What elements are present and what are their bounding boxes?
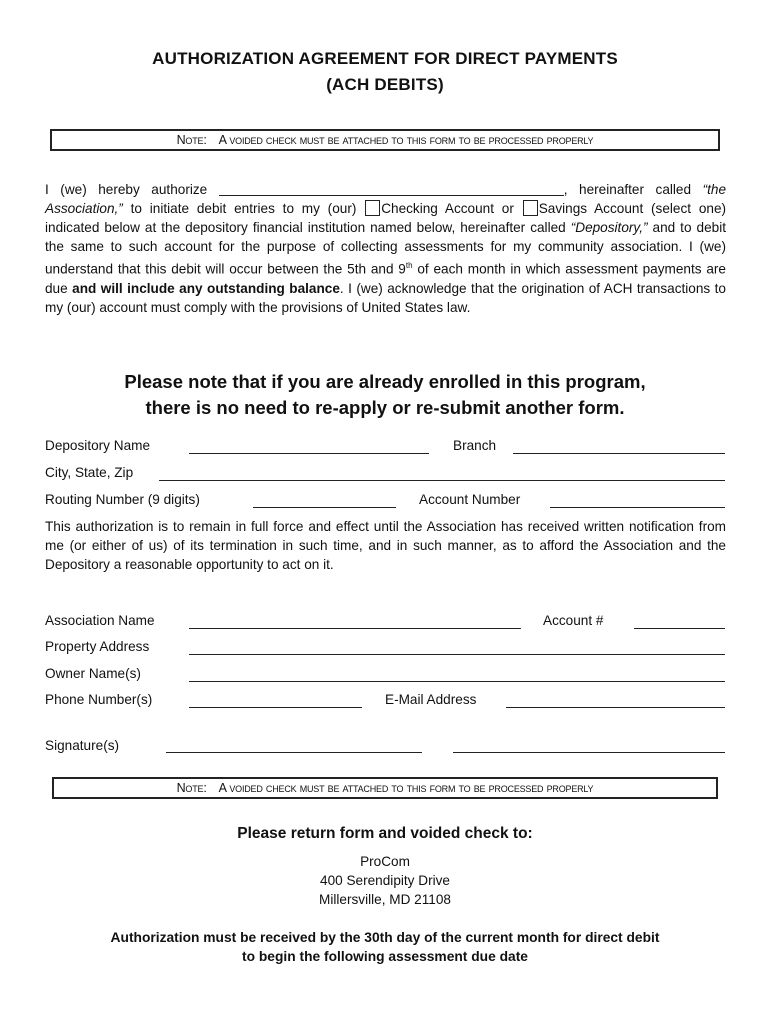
note-box-top: [50, 129, 720, 151]
auth-depository-term: “Depository,”: [570, 220, 648, 235]
auth-text-7: . I (we) acknowledge that the origination of ACH transactions to my (our) account must comply with the provisions of United States law.: [45, 280, 726, 315]
auth-text-5: and to debit the same to such account for the purpose of collecting assessments for my community association. I (we) understand that this debit will occur between the 5th and 9: [45, 220, 726, 277]
depository-name-field[interactable]: [189, 453, 429, 454]
account-hash-field[interactable]: [634, 628, 725, 629]
association-name-label: Association Name: [45, 613, 155, 628]
branch-field[interactable]: [513, 453, 725, 454]
routing-number-label: Routing Number (9 digits): [45, 492, 200, 507]
return-city: Millersville, MD 21108: [319, 892, 451, 907]
return-heading: Please return form and voided check to:: [237, 825, 533, 842]
auth-text-1: I (we) hereby authorize: [45, 182, 208, 197]
routing-number-field[interactable]: [253, 507, 396, 508]
form-title-line1: AUTHORIZATION AGREEMENT FOR DIRECT PAYMENTS: [152, 49, 618, 68]
email-address-field[interactable]: [506, 707, 725, 708]
form-title-line2: (ACH DEBITS): [326, 75, 444, 94]
account-hash-label: Account #: [543, 613, 604, 628]
account-number-label: Account Number: [419, 492, 521, 507]
note-prefix: Note:: [176, 133, 207, 147]
property-address-label: Property Address: [45, 639, 150, 654]
auth-association-term: “the Association,”: [45, 182, 727, 216]
email-address-label: E-Mail Address: [385, 692, 477, 707]
checking-label: Checking Account or: [381, 201, 514, 216]
phone-numbers-label: Phone Number(s): [45, 692, 153, 707]
property-address-field[interactable]: [189, 654, 725, 655]
auth-superscript: th: [405, 261, 413, 270]
note-text: A voided check must be attached to this form to be processed properly: [218, 133, 594, 147]
deadline-line1: Authorization must be received by the 30th day of the current month for direct debit: [110, 930, 660, 945]
note-prefix-bottom: Note:: [176, 781, 207, 795]
auth-bold-text: and will include any outstanding balance: [72, 280, 340, 296]
association-name-line[interactable]: [219, 182, 564, 196]
branch-label: Branch: [453, 438, 497, 453]
auth-text-6: of each month in which assessment payments are due: [45, 261, 726, 296]
checking-checkbox[interactable]: [365, 200, 380, 216]
auth-text-3: to initiate debit entries to my (our): [130, 201, 357, 216]
city-state-zip-field[interactable]: [159, 480, 725, 481]
return-name: ProCom: [360, 854, 410, 869]
city-state-zip-label: City, State, Zip: [45, 465, 134, 480]
phone-numbers-field[interactable]: [189, 707, 362, 708]
owner-names-label: Owner Name(s): [45, 666, 141, 681]
signature-field-1[interactable]: [166, 752, 422, 753]
enroll-note-line2: there is no need to re-apply or re-submit another form.: [145, 397, 625, 418]
deadline-line2: to begin the following assessment due date: [242, 949, 528, 964]
authorization-paragraph: [45, 180, 726, 317]
savings-label: Savings: [538, 201, 588, 216]
auth-text-2: , hereinafter called: [563, 182, 692, 197]
account-number-field[interactable]: [550, 507, 725, 508]
depository-name-label: Depository Name: [45, 438, 151, 453]
return-street: 400 Serendipity Drive: [320, 873, 450, 888]
signatures-label: Signature(s): [45, 738, 120, 753]
signature-field-2[interactable]: [453, 752, 725, 753]
association-name-field[interactable]: [189, 628, 521, 629]
savings-checkbox[interactable]: [523, 200, 538, 216]
enroll-note-line1: Please note that if you are already enrolled in this program,: [124, 371, 646, 392]
note-text-bottom: A voided check must be attached to this form to be processed properly: [218, 781, 594, 795]
owner-names-field[interactable]: [189, 681, 725, 682]
auth-text-4: Account (select one) indicated below at the depository financial institution named below, hereinafter called: [45, 201, 727, 235]
termination-paragraph: This authorization is to remain in full force and effect until the Association has received written notification from me (or either of us) of its termination in such time, and in such manner, as to afford the Association and the Depository a reasonable opportunity to act on it.: [45, 519, 726, 572]
note-box-bottom: [52, 777, 718, 799]
